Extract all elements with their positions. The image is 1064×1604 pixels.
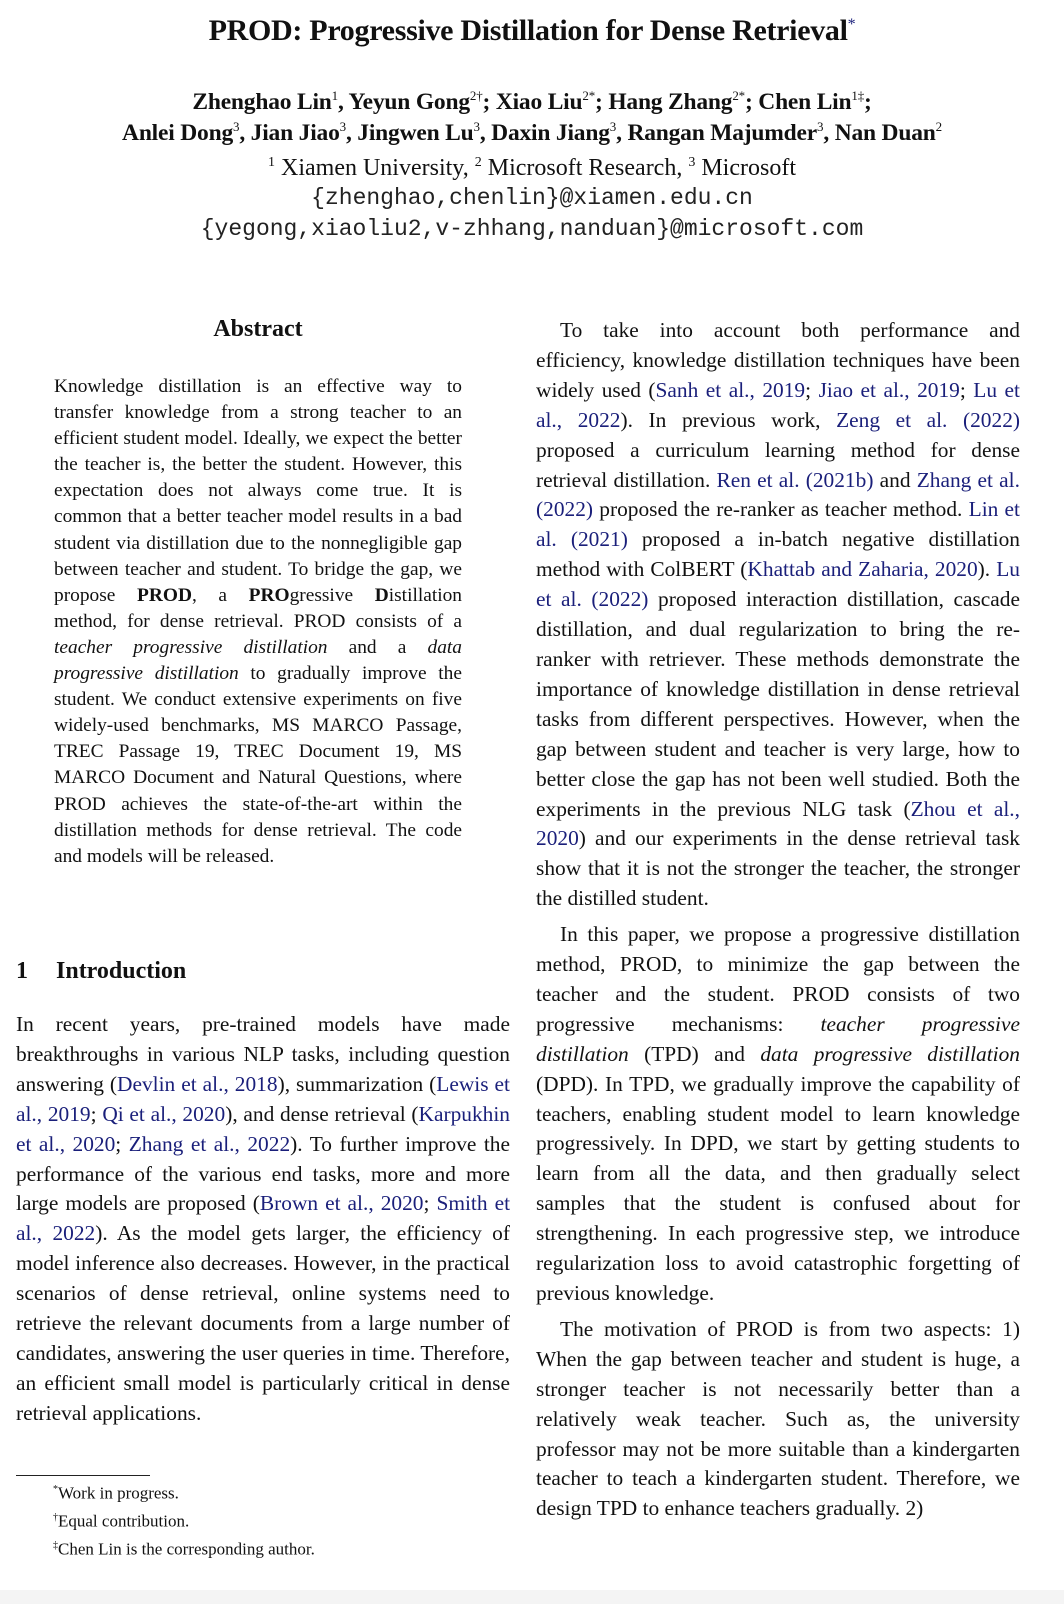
email-line-1: {zhenghao,chenlin}@xiamen.edu.cn — [311, 185, 753, 211]
authors-line-2 — [0, 119, 1064, 147]
citation-link[interactable]: Karpukhin et al., 2020 — [16, 1101, 511, 1156]
intro-right-column — [536, 316, 1020, 1524]
footnote: *Work in progress. — [53, 1483, 179, 1503]
author-name: Hang Zhang$^{2*}$; — [608, 88, 759, 115]
citation-link[interactable]: Khattab and Zaharia, 2020 — [747, 557, 978, 582]
citation-link[interactable]: Zhou et al., 2020 — [536, 796, 1021, 851]
author-footnote-mark[interactable]: † — [476, 88, 483, 103]
citation-link[interactable]: Lu et al., 2022 — [536, 377, 1020, 432]
author-name: Zhenghao Lin$^1$, — [192, 88, 349, 115]
citation-link[interactable]: Lewis et al., 2019 — [16, 1071, 510, 1126]
footnote: ‡Chen Lin is the corresponding author. — [53, 1539, 315, 1559]
author-name: Chen Lin$^{1\ddagger}$; — [758, 88, 872, 115]
abstract-heading: Abstract — [213, 316, 303, 342]
intro-paragraph-2: To take into account both performance and efficiency, knowledge distillation techniques have been widely used (Sanh et al., 2019; Jiao et al., 2019; Lu et al., 2022). In previous work, Zeng et al. (2022) proposed a curriculum learning method for dense retrieval distillation. Ren et al. (2021b) and Zhang et al. (2022) proposed the re-ranker as teacher method. Lin et al. (2021) proposed a in-batch negative distillation method with ColBERT (Khattab and Zaharia, 2020). Lu et al. (2022) proposed interaction distillation, cascade distillation, and dual regularization to bring the re-ranker with retriever. These methods demonstrate the importance of knowledge distillation in dense retrieval tasks from different perspectives. However, when the gap between student and teacher is very large, how to better close the gap has not been well studied. Both the experiments in the previous NLG task (Zhou et al., 2020) and our experiments in the dense retrieval task show that it is not the stronger the teacher, the stronger the distilled student. — [536, 318, 1021, 911]
email-line-2: {yegong,xiaoliu2,v-zhhang,nanduan}@microsoft.com — [200, 216, 864, 242]
citation-link[interactable]: Lu et al. (2022) — [536, 557, 1020, 612]
citation-link[interactable]: Ren et al. (2021b) — [716, 467, 874, 492]
citation-link[interactable]: Sanh et al., 2019 — [655, 377, 806, 402]
title-footnote-mark[interactable]: * — [847, 16, 856, 33]
citation-link[interactable]: Zhang et al., 2022 — [128, 1131, 291, 1156]
intro-paragraph-1: In recent years, pre-trained models have made breakthroughs in various NLP tasks, including question answering (Devlin et al., 2018), summarization (Lewis et al., 2019; Qi et al., 2020), and dense retrieval (Karpukhin et al., 2020; Zhang et al., 2022). To further improve the performance of the various end tasks, more and more large models are proposed (Brown et al., 2020; Smith et al., 2022). As the model gets larger, the efficiency of model inference also decreases. However, in the practical scenarios of dense retrieval, online systems need to retrieve the relevant documents from a large number of candidates, answering the user queries in time. Therefore, an efficient small model is particularly critical in dense retrieval applications. — [16, 1012, 511, 1425]
footnotes — [53, 1478, 315, 1562]
author-footnote-mark[interactable]: * — [738, 88, 745, 103]
author-footnote-mark[interactable]: * — [588, 88, 595, 103]
author-name: Anlei Dong$^3$, — [122, 119, 251, 146]
footnote-divider — [16, 1475, 150, 1476]
citation-link[interactable]: Zhang et al. (2022) — [536, 467, 1020, 522]
section-title: Introduction — [56, 958, 187, 984]
footnote: †Equal contribution. — [53, 1511, 190, 1531]
affiliation: $^2$ Microsoft Research, — [474, 155, 689, 181]
intro-paragraph-3: In this paper, we propose a progressive distillation method, PROD, to minimize the gap between the teacher and the student. PROD consists of two progressive mechanisms: teacher progressive distillation (TPD) and data progressive distillation (DPD). In TPD, we gradually improve the capability of teachers, enabling student model to learn knowledge progressively. In DPD, we start by getting students to learn from all the data, and then gradually select samples that the student is confused about for strengthening. In each progressive step, we introduce regularization loss to avoid catastrophic forgetting of previous knowledge. — [536, 922, 1020, 1305]
citation-link[interactable]: Jiao et al., 2019 — [818, 377, 960, 402]
citation-link[interactable]: Smith et al., 2022 — [16, 1191, 511, 1246]
paper-title-text: PROD: Progressive Distillation for Dense Retrieval — [208, 14, 848, 47]
intro-paragraph-4: The motivation of PROD is from two aspects: 1) When the gap between teacher and student is huge, a stronger teacher is not necessarily better than a relatively weak teacher. Such as, the university professor may not be more suitable than a kindergarten teacher to teach a kindergarten student. Therefore, we design TPD to enhance teachers gradually. 2) — [536, 1316, 1020, 1521]
author-name: Jingwen Lu$^3$, — [357, 119, 492, 146]
author-name: Daxin Jiang$^3$, — [491, 119, 628, 146]
affiliation: $^1$ Xiamen University, — [268, 155, 475, 181]
author-name: Xiao Liu$^{2*}$; — [495, 88, 609, 115]
author-name: Yeyun Gong$^{2\dagger}$; — [348, 88, 496, 115]
abstract-body: Knowledge distillation is an effective way to transfer knowledge from a strong teacher to an efficient student model. Ideally, we expect the better the teacher is, the better the student. However, this expectation does not always come true. It is common that a better teacher model results in a bad student via distillation due to the nonnegligible gap between teacher and student. To bridge the gap, we propose PROD, a PROgressive Distillation method, for dense retrieval. PROD consists of a teacher progressive distillation and a data progressive distillation to gradually improve the student. We conduct extensive experiments on five widely-used benchmarks, MS MARCO Passage, TREC Passage 19, TREC Document 19, MS MARCO Document and Natural Questions, where PROD achieves the state-of-the-art within the distillation methods for dense retrieval. The code and models will be released. — [54, 376, 463, 867]
authors-line-1 — [0, 88, 1064, 116]
citation-link[interactable]: Zeng et al. (2022) — [836, 407, 1021, 432]
paper-title — [0, 14, 1064, 48]
section-heading-introduction — [16, 958, 186, 985]
author-name: Jian Jiao$^3$, — [250, 119, 358, 146]
section-number: 1 — [16, 958, 28, 984]
author-footnote-mark[interactable]: ‡ — [857, 88, 865, 103]
page-bottom-edge — [0, 1590, 1064, 1604]
citation-link[interactable]: Qi et al., 2020 — [102, 1101, 226, 1126]
citation-link[interactable]: Devlin et al., 2018 — [117, 1071, 278, 1096]
author-name: Nan Duan$^2$ — [834, 119, 942, 146]
author-name: Rangan Majumder$^3$, — [627, 119, 835, 146]
affiliation: $^3$ Microsoft — [688, 155, 796, 181]
citation-link[interactable]: Lin et al. (2021) — [536, 497, 1020, 552]
citation-link[interactable]: Brown et al., 2020 — [259, 1191, 424, 1216]
affiliations — [0, 155, 1064, 182]
